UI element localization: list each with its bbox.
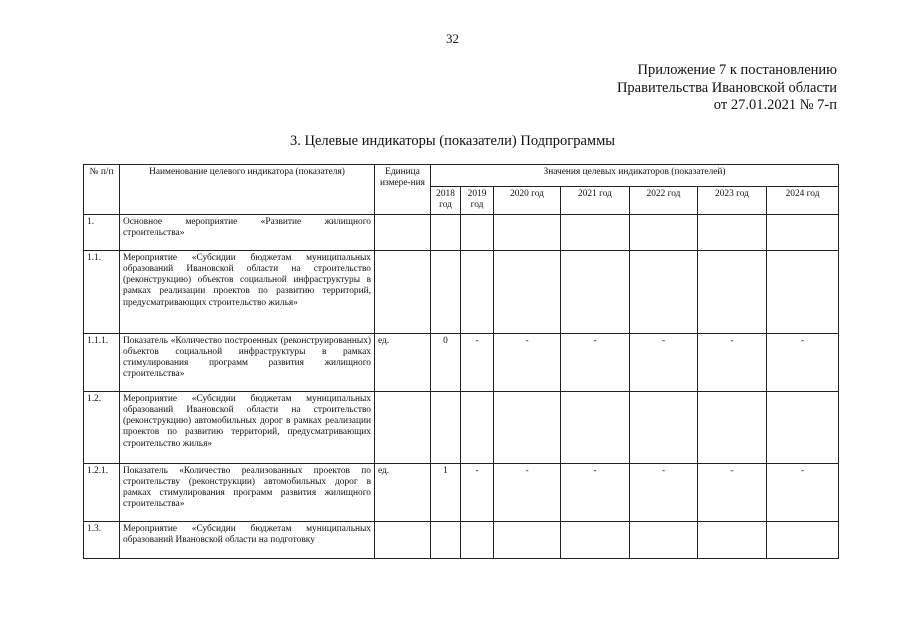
row-number: 1.	[84, 214, 120, 250]
header-year-2024: 2024 год	[767, 187, 839, 215]
indicator-name: Основное мероприятие «Развитие жилищного строительства»	[120, 214, 375, 250]
value-2019	[461, 250, 494, 333]
table-row	[84, 250, 839, 333]
indicator-unit: ед.	[375, 463, 431, 521]
value-2024	[767, 521, 839, 558]
table-row	[84, 391, 839, 463]
indicator-name: Показатель «Количество построенных (реконструированных) объектов социальной инфраструктуры в рамках стимулирования программ развития жилищного строительства»	[120, 333, 375, 391]
page-number: 32	[446, 31, 459, 46]
value-2021	[561, 391, 630, 463]
indicator-unit: ед.	[375, 333, 431, 391]
value-2023	[698, 391, 767, 463]
indicator-unit	[375, 521, 431, 558]
value-2021	[561, 250, 630, 333]
value-2023	[698, 214, 767, 250]
value-2018	[431, 521, 461, 558]
indicator-name: Мероприятие «Субсидии бюджетам муниципальных образований Ивановской области на подготовку	[120, 521, 375, 558]
row-number: 1.1.	[84, 250, 120, 333]
value-2024	[767, 250, 839, 333]
value-2019	[461, 214, 494, 250]
value-2024	[767, 214, 839, 250]
value-2018	[431, 250, 461, 333]
table-row	[84, 463, 839, 521]
value-2022	[630, 521, 698, 558]
appendix-line-1: Приложение 7 к постановлению	[637, 62, 837, 78]
appendix-header	[617, 62, 837, 115]
value-2024	[767, 391, 839, 463]
value-2022	[630, 391, 698, 463]
row-number: 1.1.1.	[84, 333, 120, 391]
header-year-2023: 2023 год	[698, 187, 767, 215]
value-2021: -	[561, 333, 630, 391]
header-year-2020: 2020 год	[494, 187, 561, 215]
indicator-unit	[375, 391, 431, 463]
header-number: № п/п	[84, 165, 120, 215]
header-indicator-name: Наименование целевого индикатора (показателя)	[120, 165, 375, 215]
appendix-line-2: Правительства Ивановской области	[616, 79, 837, 96]
value-2020	[494, 391, 561, 463]
value-2023: -	[698, 333, 767, 391]
value-2019	[461, 521, 494, 558]
value-2021	[561, 214, 630, 250]
value-2018: 0	[431, 333, 461, 391]
value-2020	[494, 250, 561, 333]
value-2020	[494, 214, 561, 250]
header-year-2022: 2022 год	[630, 187, 698, 215]
indicators-table	[83, 164, 839, 559]
indicator-unit	[375, 214, 431, 250]
value-2022	[630, 214, 698, 250]
value-2022: -	[630, 333, 698, 391]
value-2023: -	[698, 463, 767, 521]
value-2020	[494, 521, 561, 558]
section-title: 3. Целевые индикаторы (показатели) Подпрограммы	[289, 133, 616, 149]
value-2023	[698, 250, 767, 333]
value-2018: 1	[431, 463, 461, 521]
value-2019: -	[461, 333, 494, 391]
appendix-line-3: от 27.01.2021 № 7-п	[713, 97, 837, 113]
table-row	[84, 521, 839, 558]
header-unit: Единица измере-ния	[375, 165, 431, 215]
value-2023	[698, 521, 767, 558]
value-2019	[461, 391, 494, 463]
value-2024: -	[767, 463, 839, 521]
header-year-2019: 2019 год	[461, 187, 494, 215]
indicator-name: Мероприятие «Субсидии бюджетам муниципальных образований Ивановской области на строительство (реконструкцию) автомобильных дорог в рамках реализации проектов по развитию территорий, предусматривающих строительство жилья»	[120, 391, 375, 463]
table-row	[84, 333, 839, 391]
value-2019: -	[461, 463, 494, 521]
header-year-2021: 2021 год	[561, 187, 630, 215]
value-2018	[431, 214, 461, 250]
indicator-unit	[375, 250, 431, 333]
value-2022	[630, 250, 698, 333]
row-number: 1.3.	[84, 521, 120, 558]
header-values: Значения целевых индикаторов (показателей)	[431, 165, 839, 187]
value-2024: -	[767, 333, 839, 391]
value-2021	[561, 521, 630, 558]
header-year-2018: 2018 год	[431, 187, 461, 215]
indicator-name: Показатель «Количество реализованных проектов по строительству (реконструкции) автомобильных дорог в рамках стимулирования программ развития жилищного строительства»	[120, 463, 375, 521]
indicator-name: Мероприятие «Субсидии бюджетам муниципальных образований Ивановской области на строительство (реконструкцию) объектов социальной инфраструктуры в рамках реализации проектов по развитию территорий, предусматривающих строительство жилья»	[120, 250, 375, 333]
table-row	[84, 214, 839, 250]
value-2020: -	[494, 333, 561, 391]
value-2018	[431, 391, 461, 463]
value-2020: -	[494, 463, 561, 521]
value-2022: -	[630, 463, 698, 521]
row-number: 1.2.	[84, 391, 120, 463]
value-2021: -	[561, 463, 630, 521]
row-number: 1.2.1.	[84, 463, 120, 521]
